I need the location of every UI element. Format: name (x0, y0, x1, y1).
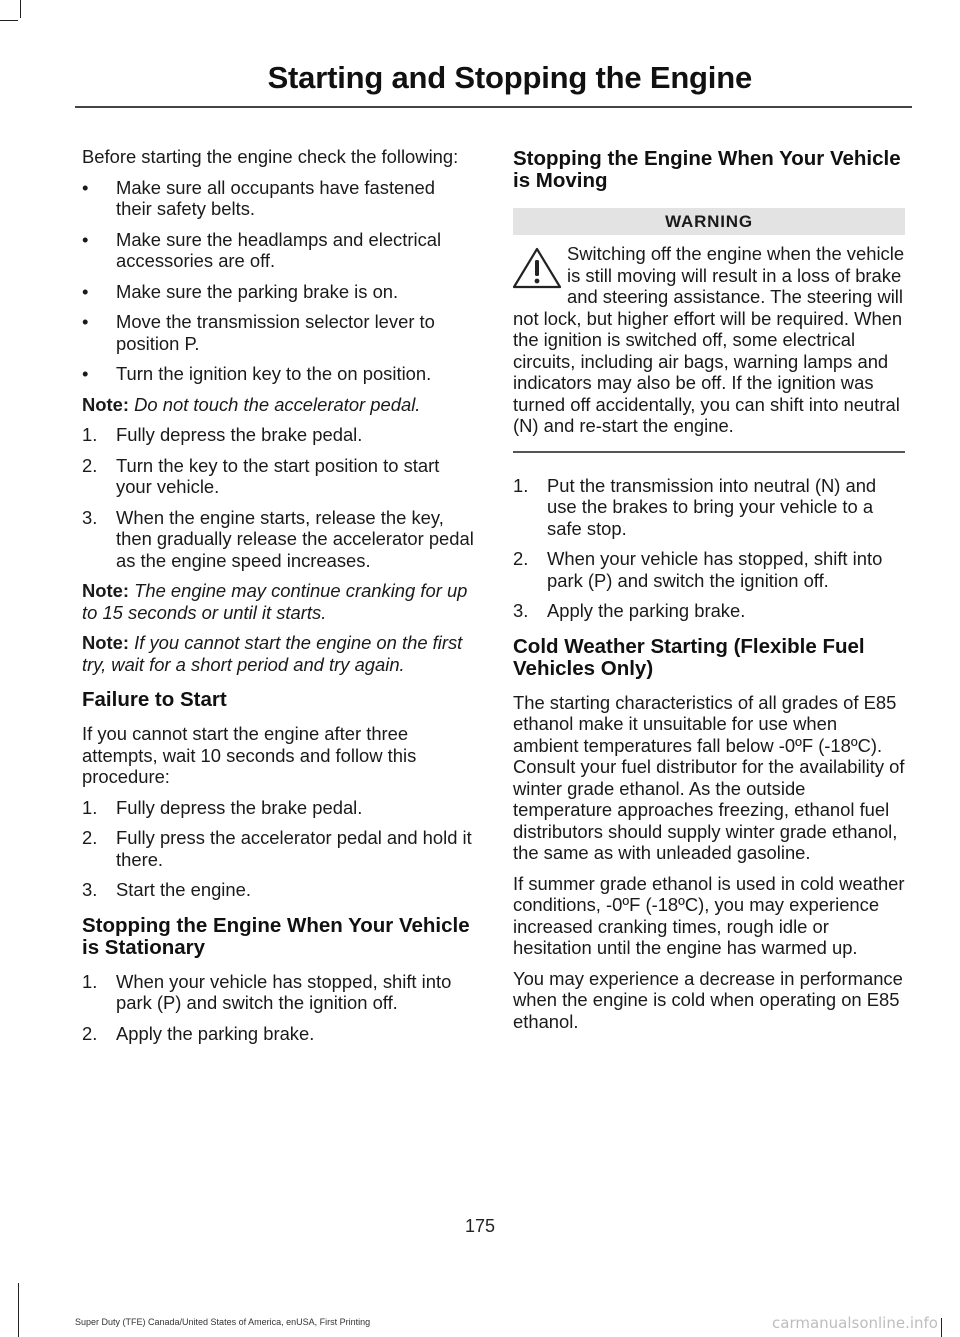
page-number: 175 (464, 1216, 496, 1236)
right-column (513, 146, 905, 1041)
pre-start-checklist (82, 177, 474, 385)
note-retry: Note: If you cannot start the engine on the first try, wait for a short period and try again. (82, 632, 463, 675)
list-item: • Make sure all occupants have fastened their safety belts. (82, 176, 435, 219)
list-item: 3. When the engine starts, release the key, then gradually release the accelerator pedal as the engine speed increases. (82, 506, 474, 571)
bullet: • (82, 228, 89, 250)
list-item: 2. When your vehicle has stopped, shift into park (P) and switch the ignition off. (513, 548, 883, 591)
left-column (82, 146, 474, 1053)
bullet: • (82, 280, 89, 302)
bullet: • (82, 363, 89, 384)
list-item: 2. Turn the key to the start position to start your vehicle. (82, 454, 440, 497)
list-item: 1. Fully depress the brake pedal. (82, 424, 363, 445)
heading-failure-to-start: Failure to Start (82, 688, 227, 711)
cold-paragraph-3: You may experience a decrease in performance when the engine is cold when operating on E85 ethanol. (513, 967, 903, 1032)
list-item: • Make sure the parking brake is on. (82, 280, 399, 302)
warning-text: Switching off the engine when the vehicle is still moving will result in a loss of brake and steering assistance. The steering will not lock, but higher effort will be required. When the ignition is switched off, some electrical circuits, including air bags, warning lamps and indicators may also be off. If the ignition was turned off accidentally, you can shift into neutral (N) and re-start the engine. (513, 243, 905, 436)
list-item: 1. Put the transmission into neutral (N) and use the brakes to bring your vehicle to a safe stop. (513, 474, 877, 539)
intro-text: Before starting the engine check the following: (82, 146, 459, 167)
failure-intro: If you cannot start the engine after three attempts, wait 10 seconds and follow this procedure: (82, 723, 417, 787)
list-item: 1. Fully depress the brake pedal. (82, 796, 363, 818)
heading-stopping-moving: Stopping the Engine When Your Vehicle is Moving (513, 147, 901, 192)
start-steps (82, 424, 474, 571)
crop-mark-top-left (20, 0, 21, 18)
bullet: • (82, 311, 89, 332)
bullet: • (82, 176, 89, 198)
warning-box (513, 208, 905, 453)
list-item: 3. Apply the parking brake. (513, 600, 746, 621)
stationary-steps (82, 971, 474, 1045)
header-divider (75, 106, 912, 108)
moving-steps (513, 475, 905, 622)
list-item: 2. Fully press the accelerator pedal and hold it there. (82, 827, 472, 870)
note-cranking: Note: The engine may continue cranking for up to 15 seconds or until it starts. (82, 580, 468, 623)
list-item: 1. When your vehicle has stopped, shift into park (P) and switch the ignition off. (82, 970, 452, 1013)
list-item: 2. Apply the parking brake. (82, 1022, 315, 1044)
list-item: • Turn the ignition key to the on position. (82, 363, 432, 384)
warning-label: WARNING (513, 208, 905, 235)
failure-steps (82, 797, 474, 901)
page-title: Starting and Stopping the Engine (267, 60, 752, 95)
heading-stopping-stationary: Stopping the Engine When Your Vehicle is Stationary (82, 913, 470, 959)
note-accelerator: Note: Do not touch the accelerator pedal. (82, 393, 421, 415)
publication-footer: Super Duty (TFE) Canada/United States of America, enUSA, First Printing (75, 1317, 371, 1327)
list-item: • Move the transmission selector lever to position P. (82, 311, 435, 354)
crop-mark-bottom-left (18, 1283, 19, 1337)
list-item: 3. Start the engine. (82, 879, 251, 900)
cold-paragraph-2: If summer grade ethanol is used in cold weather conditions, -0ºF (-18ºC), you may experience increased cranking times, rough idle or hesitation until the engine has warmed up. (513, 872, 905, 958)
warning-triangle-icon (511, 246, 563, 290)
watermark: carmanualsonline.info (772, 1314, 938, 1332)
list-item: • Make sure the headlamps and electrical accessories are off. (82, 228, 442, 271)
crop-mark-top-left-h (0, 20, 18, 21)
crop-mark-bottom-right (941, 1318, 942, 1337)
heading-cold-weather: Cold Weather Starting (Flexible Fuel Vehicles Only) (513, 634, 865, 680)
cold-paragraph-1: The starting characteristics of all grades of E85 ethanol make it unsuitable for use when ambient temperatures fall below -0ºF (-18ºC). Consult your fuel distributor for the availability of winter grade ethanol. As the outside temperature approaches freezing, ethanol fuel distributors should supply winter grade ethanol, the same as with unleaded gasoline. (513, 691, 905, 863)
